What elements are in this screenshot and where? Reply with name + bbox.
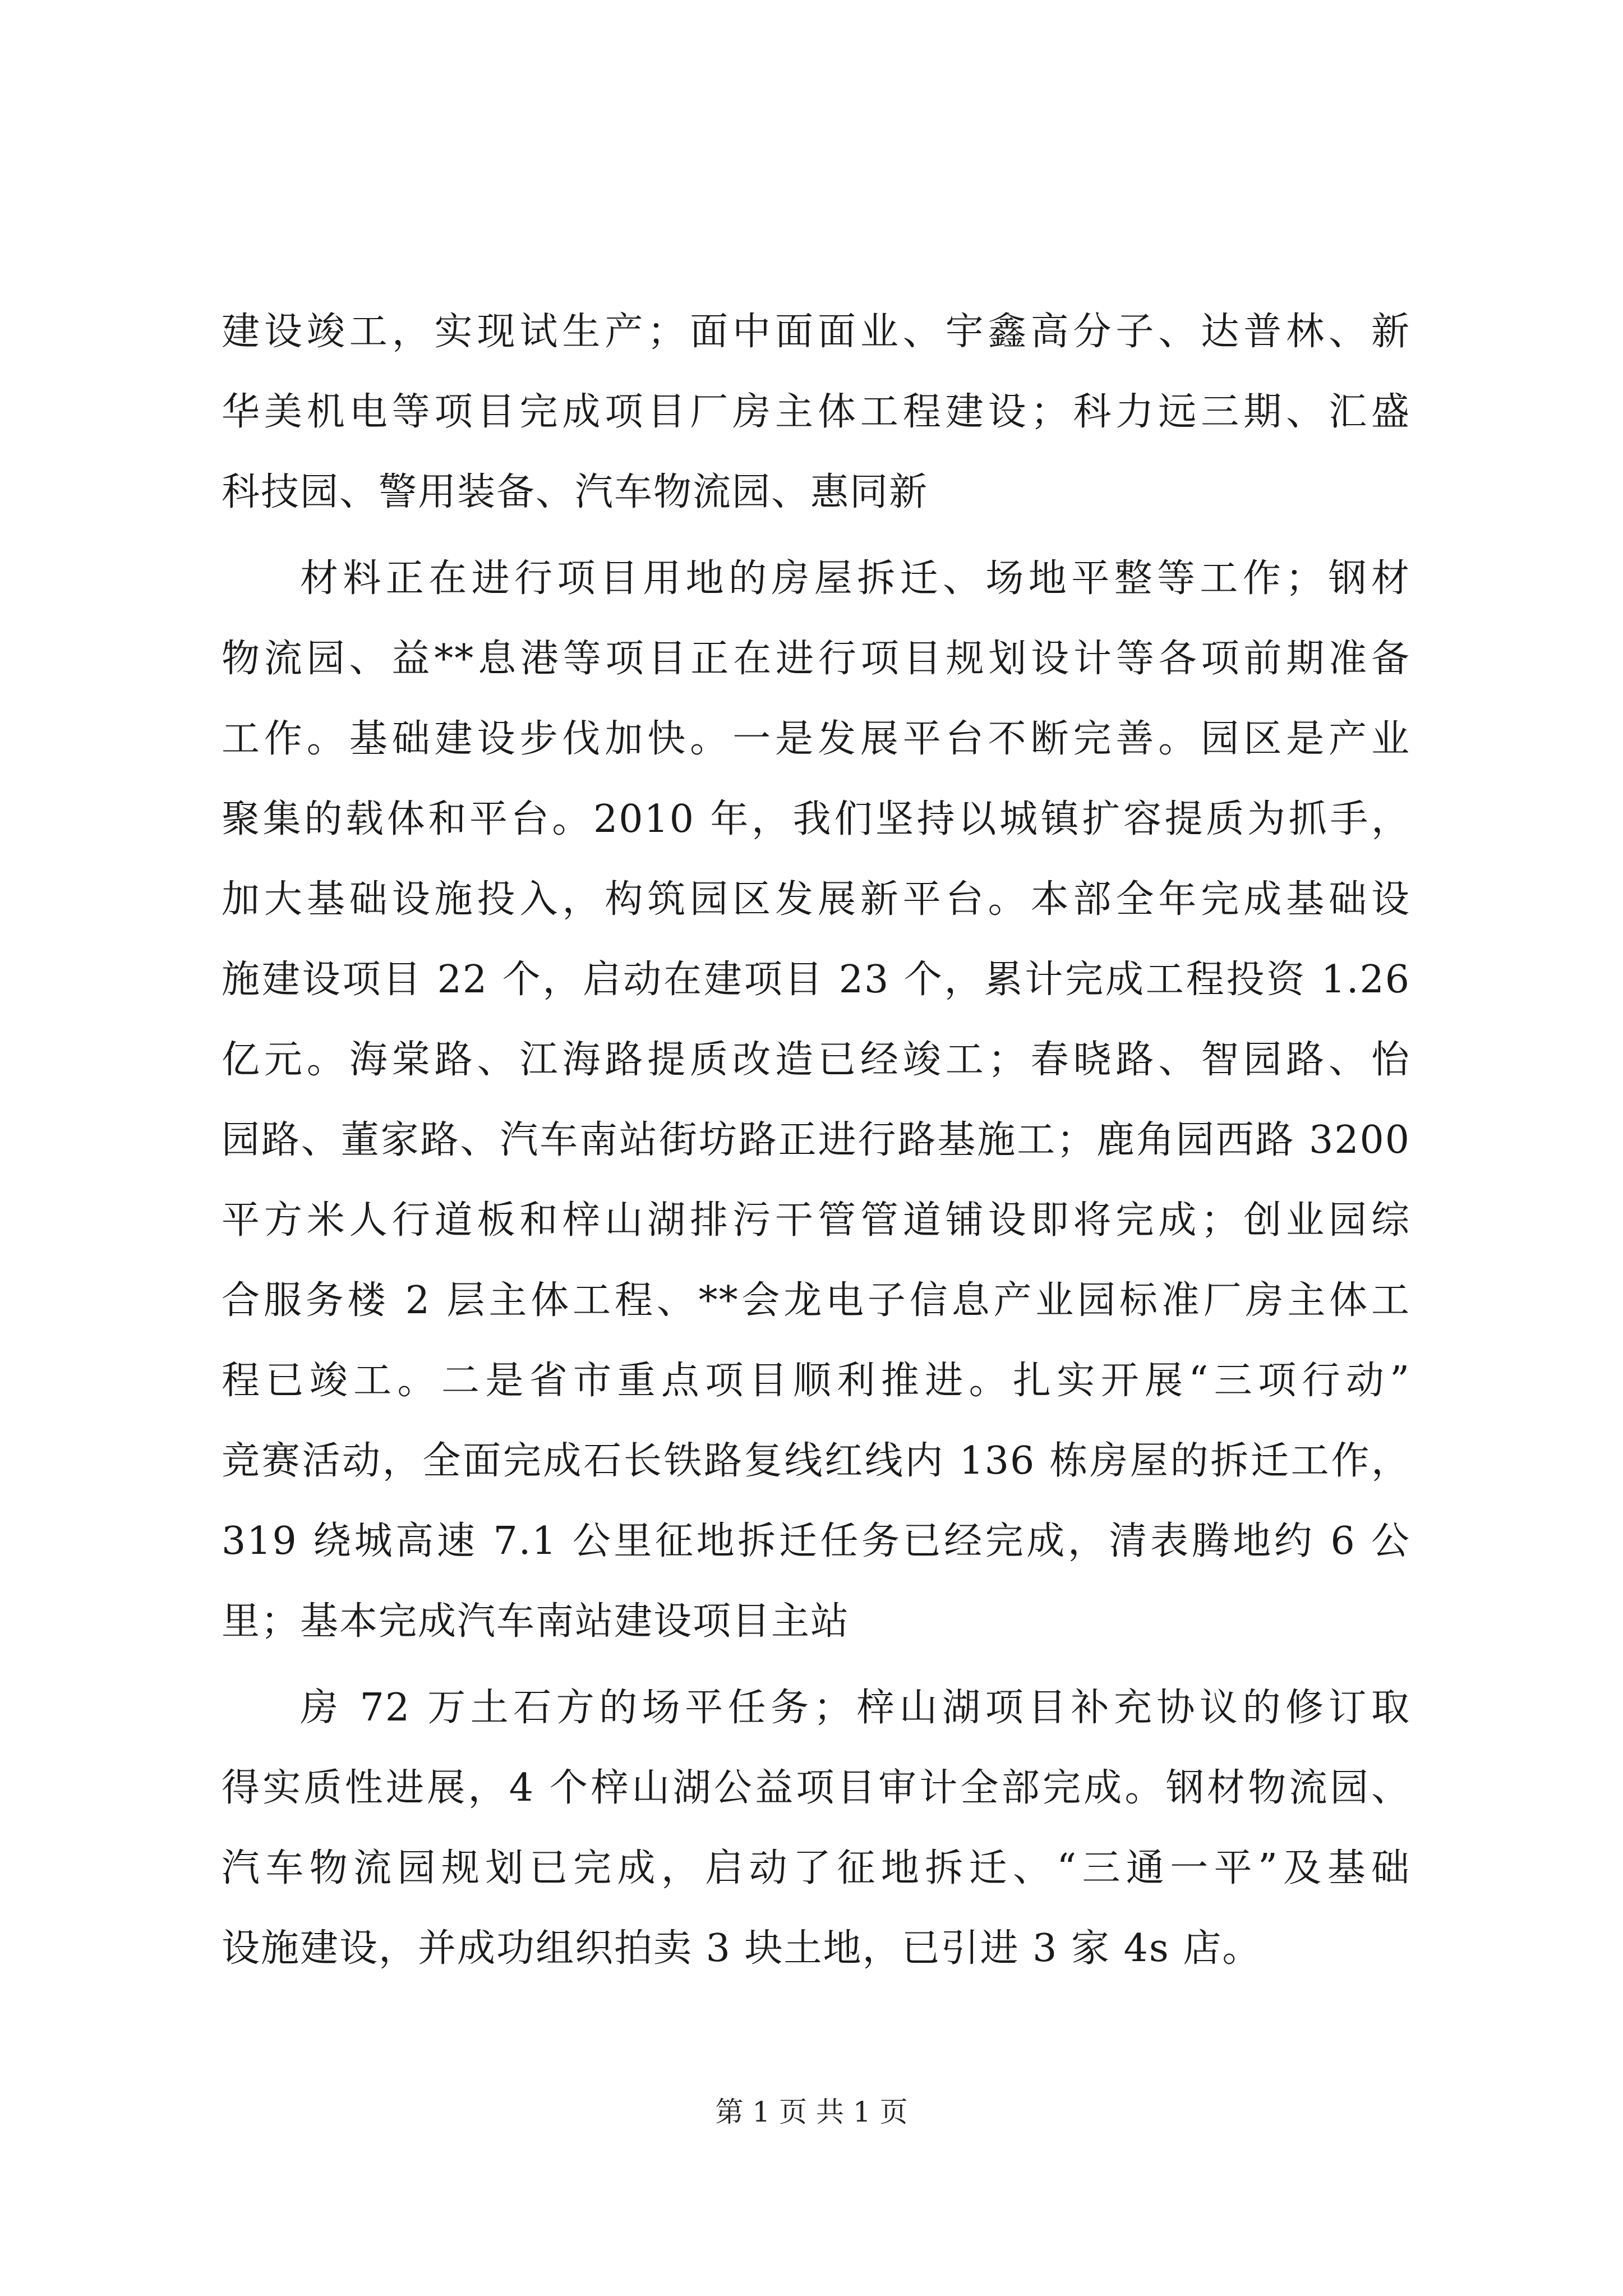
page-number-footer: 第 1 页 共 1 页 xyxy=(715,2096,908,2128)
paragraph-1 xyxy=(222,292,1410,532)
text-line: 工作。基础建设步伐加快。一是发展平台不断完善。园区是产业 xyxy=(222,717,1410,761)
text-line: 合服务楼 2 层主体工程、**会龙电子信息产业园标准厂房主体工 xyxy=(222,1278,1410,1323)
text-line: 华美机电等项目完成项目厂房主体工程建设；科力远三期、汇盛 xyxy=(222,390,1410,434)
text-line: 程已竣工。二是省市重点项目顺利推进。扎实开展“三项行动” xyxy=(222,1359,1410,1403)
text-line: 物流园、益**息港等项目正在进行项目规划设计等各项前期准备 xyxy=(222,637,1410,681)
text-line: 平方米人行道板和梓山湖排污干管管道铺设即将完成；创业园综 xyxy=(222,1198,1410,1243)
text-line: 设施建设，并成功组织拍卖 3 块土地，已引进 3 家 4s 店。 xyxy=(222,1926,1262,1971)
text-line: 亿元。海棠路、江海路提质改造已经竣工；春晓路、智园路、怡 xyxy=(222,1038,1410,1082)
text-line: 得实质性进展，4 个梓山湖公益项目审计全部完成。钢材物流园、 xyxy=(222,1766,1410,1810)
text-line: 汽车物流园规划已完成，启动了征地拆迁、“三通一平”及基础 xyxy=(222,1846,1410,1890)
text-line: 园路、董家路、汽车南站街坊路正进行路基施工；鹿角园西路 3200 xyxy=(222,1118,1411,1162)
text-line: 里；基本完成汽车南站建设项目主站 xyxy=(222,1599,850,1644)
document-body xyxy=(222,292,1410,1995)
text-line: 施建设项目 22 个，启动在建项目 23 个，累计完成工程投资 1.26 xyxy=(222,958,1410,1002)
text-line: 加大基础设施投入，构筑园区发展新平台。本部全年完成基础设 xyxy=(222,877,1410,922)
text-line: 建设竣工，实现试生产；面中面面业、宇鑫高分子、达普林、新 xyxy=(222,310,1410,354)
text-line: 319 绕城高速 7.1 公里征地拆迁任务已经完成，清表腾地约 6 公 xyxy=(222,1519,1410,1563)
paragraph-2 xyxy=(222,539,1410,1662)
text-line: 聚集的载体和平台。2010 年，我们坚持以城镇扩容提质为抓手， xyxy=(222,797,1410,841)
text-line: 材料正在进行项目用地的房屋拆迁、场地平整等工作；钢材 xyxy=(300,556,1410,601)
text-line: 科技园、警用装备、汽车物流园、惠同新 xyxy=(222,470,929,514)
text-line: 房 72 万土石方的场平任务；梓山湖项目补充协议的修订取 xyxy=(300,1686,1410,1730)
text-line: 竞赛活动，全面完成石长铁路复线红线内 136 栋房屋的拆迁工作， xyxy=(222,1439,1410,1483)
paragraph-3 xyxy=(222,1668,1410,1989)
